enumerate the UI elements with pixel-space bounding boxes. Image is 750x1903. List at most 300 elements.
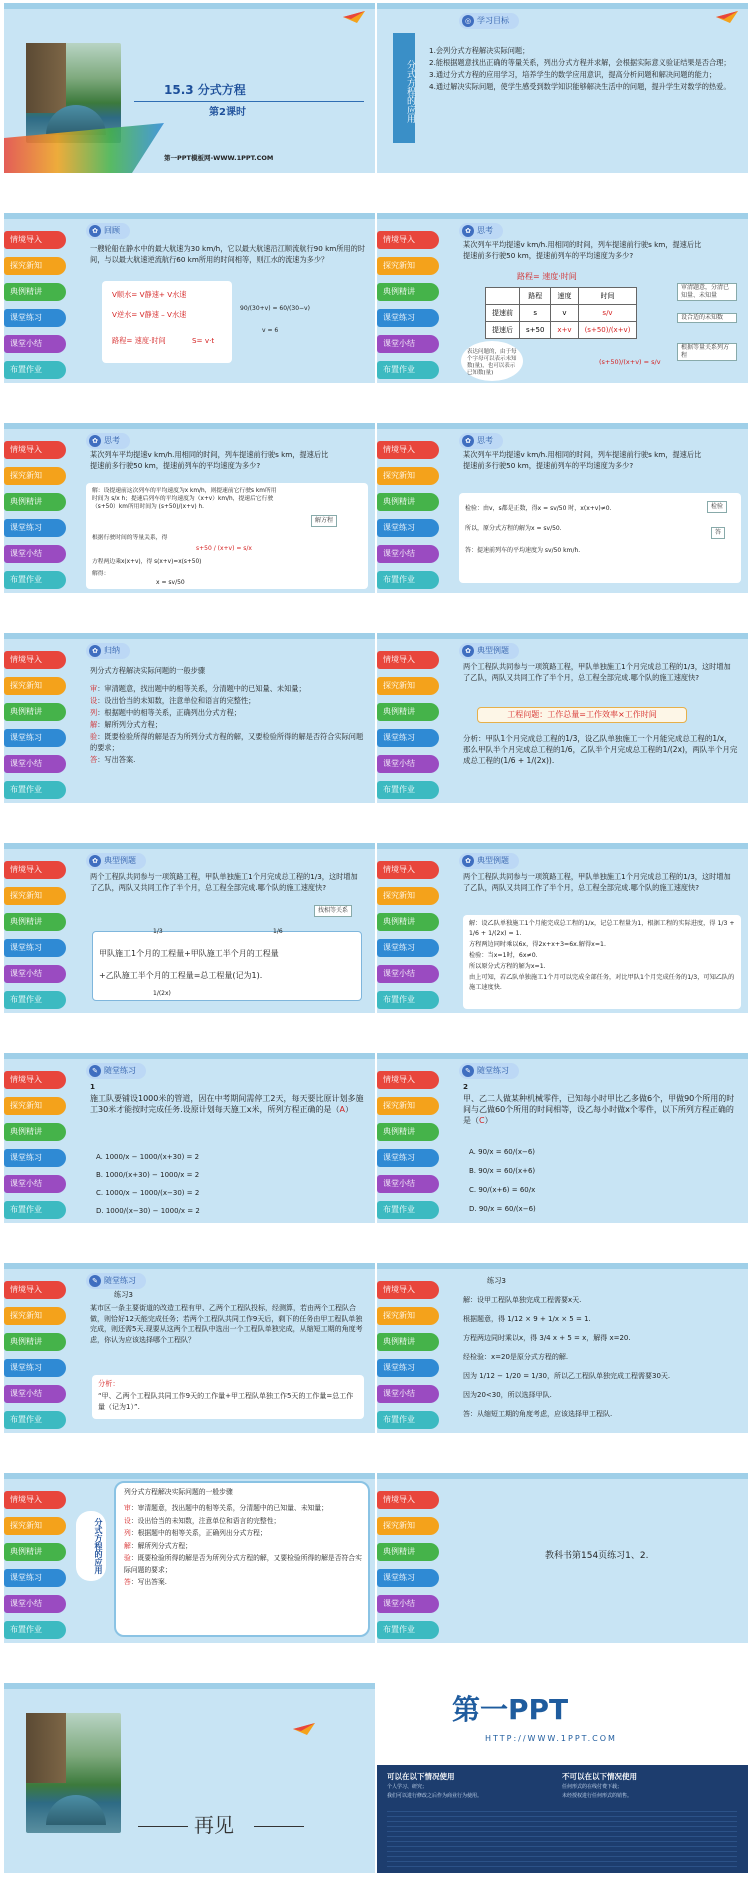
cannot-item: 任何形式的在线付费下载；	[562, 1784, 623, 1790]
step-key: 设	[90, 696, 98, 705]
nav-summary[interactable]	[4, 1175, 66, 1193]
exercise-number: 1	[90, 1082, 96, 1091]
heading-example	[86, 853, 146, 869]
slide-practice-1[interactable]	[4, 1053, 375, 1223]
goal-item: 1.会列分式方程解决实际问题；	[429, 46, 530, 55]
nav-homework[interactable]	[4, 571, 66, 589]
nav-label: 典例精讲	[10, 1337, 42, 1346]
slide-example-relation[interactable]	[4, 843, 375, 1013]
nav-practice[interactable]	[377, 1149, 439, 1167]
step-key: 答	[90, 755, 98, 764]
nav-explore[interactable]	[377, 467, 439, 485]
can-use-list	[387, 1783, 482, 1801]
nav-explore[interactable]	[377, 1307, 439, 1325]
nav-label: 课堂小结	[10, 1389, 42, 1398]
nav-summary[interactable]	[377, 755, 439, 773]
option-d[interactable]: D. 90/x = 60/(x−6)	[469, 1205, 536, 1213]
nav-label: 典例精讲	[10, 1127, 42, 1136]
slide-homework[interactable]	[377, 1473, 748, 1643]
exercise-number: 练习3	[487, 1276, 506, 1285]
can-item: 我们可以进行修改之后作为商业行为使用。	[387, 1793, 483, 1799]
slide-title[interactable]	[4, 3, 375, 173]
tag-solve: 解方程	[311, 515, 337, 527]
nav-examples[interactable]	[4, 703, 66, 721]
nav-explore[interactable]	[377, 1517, 439, 1535]
heading-conclude	[86, 643, 130, 659]
nav-practice[interactable]	[377, 729, 439, 747]
target-icon: ◎	[462, 15, 474, 27]
work-formula: 工程问题：工作总量=工作效率×工作时间	[477, 707, 687, 723]
nav-homework[interactable]	[4, 1621, 66, 1639]
table-cell: s+50	[520, 322, 551, 339]
answer: C	[479, 1116, 485, 1125]
solution-line: 方程两边同时乘以x，得 3/4 x + 5 = x，解得 x=20.	[463, 1334, 631, 1342]
table-cell: 提速后	[486, 322, 520, 339]
nav-practice[interactable]	[377, 1359, 439, 1377]
top-bar	[4, 1053, 375, 1059]
nav-summary[interactable]	[4, 965, 66, 983]
website-text: 第一PPT模板网-WWW.1PPT.COM	[164, 154, 274, 162]
slide-summary-steps[interactable]	[4, 633, 375, 803]
nav-intro[interactable]	[4, 1281, 66, 1299]
nav-practice[interactable]	[4, 939, 66, 957]
nav-explore[interactable]	[377, 257, 439, 275]
problem-text: 两个工程队共同参与一项筑路工程，甲队单独施工1个月完成总工程的1/3，这时增加了乙队，两队又共同工作了半个月，总工程全部完成.哪个队的施工速度快?	[463, 662, 731, 682]
top-bar	[4, 213, 375, 219]
lesson-title: 15.3 分式方程	[164, 83, 246, 97]
slide-example-analysis[interactable]	[377, 633, 748, 803]
nav-label: 情境导入	[10, 1075, 42, 1084]
heading-text: 典型例题	[477, 646, 509, 655]
nav-label: 布置作业	[383, 1415, 415, 1424]
nav-examples[interactable]	[4, 1333, 66, 1351]
nav-label: 典例精讲	[383, 1547, 415, 1556]
summary-steps	[124, 1503, 364, 1590]
note-bubble: 表达问题的，由于每个字母可以表示未知数(量)，也可以表示已知数(量)	[461, 341, 523, 381]
step-key: 设	[124, 1516, 131, 1525]
nav-summary[interactable]	[4, 335, 66, 353]
step-item: 设：设出恰当的未知数，注意单位和语言的完整性；	[90, 696, 256, 705]
nav-label: 典例精讲	[383, 287, 415, 296]
top-bar	[4, 423, 375, 429]
nav-label: 情境导入	[383, 865, 415, 874]
solution-line: 由上可知，若乙队单独施工1个月可以完成全部任务，对比甲队1个月完成任务的1/3，可知乙队的施工速度快.	[469, 974, 735, 991]
nav-practice[interactable]	[377, 519, 439, 537]
top-bar	[377, 213, 748, 219]
nav-examples[interactable]	[4, 283, 66, 301]
nav-label: 课堂小结	[10, 759, 42, 768]
nav-homework[interactable]	[377, 1411, 439, 1429]
gear-icon: ✿	[89, 645, 101, 657]
slide-think-solve[interactable]	[4, 423, 375, 593]
nav-homework[interactable]	[4, 361, 66, 379]
nav-examples[interactable]	[377, 1123, 439, 1141]
question: 甲、乙二人做某种机械零件，已知每小时甲比乙多做6个，甲做90个所用的时间与乙做60个所用的时间相等，设乙每小时做x个零件，以下所列方程正确的是（	[463, 1094, 735, 1125]
step-key: 验	[124, 1554, 131, 1562]
nav-examples[interactable]	[377, 913, 439, 931]
step-item: 审：审清题意，找出题中的相等关系，分清题中的已知量、未知量；	[124, 1504, 328, 1512]
nav-summary[interactable]	[4, 1595, 66, 1613]
tag-relation: 找相等关系	[314, 905, 352, 917]
exercise-text: 某市区一条主要街道的改造工程有甲、乙两个工程队投标，经测算，若由两个工程队合做，则恰好12天能完成任务；若两个工程队共同工作9天后，剩下的任务由甲工程队单独完成，则还需5天.现要从这两个工程队中选出一个工程队单独完成，从缩短工期的角度考虑，你认为应该选择哪个工程队？	[90, 1304, 363, 1344]
option-c[interactable]: C. 1000/x − 1000/(x−30) = 2	[96, 1189, 200, 1197]
solution-line: 经检验：x=20是原分式方程的解.	[463, 1353, 569, 1361]
step-desc: 写出答案.	[137, 1578, 167, 1586]
nav-summary[interactable]	[377, 1175, 439, 1193]
nav-summary[interactable]	[4, 755, 66, 773]
step-desc: 写出答案.	[104, 755, 136, 764]
solution-line: 因为 1/12 − 1/20 = 1/30，所以乙工程队单独完成工程需要30天.	[463, 1372, 671, 1380]
paper-plane-icon	[343, 11, 365, 23]
nav-label: 课堂练习	[10, 1573, 42, 1582]
summary-title: 列分式方程解决实际问题的一般步骤	[124, 1488, 233, 1496]
table-header	[486, 288, 520, 305]
nav-homework[interactable]	[377, 361, 439, 379]
solution-lines	[463, 1291, 738, 1424]
nav-label: 探究新知	[10, 261, 42, 270]
nav-intro[interactable]	[377, 861, 439, 879]
nav-label: 探究新知	[10, 471, 42, 480]
nav-intro[interactable]	[377, 441, 439, 459]
step-key: 验	[90, 732, 98, 741]
step-desc: 既要检验所得的解是否为所列分式方程的解，又要检验所得的解是否符合实际问题的要求；	[90, 732, 364, 752]
lesson-subtitle: 第2课时	[209, 107, 246, 118]
nav-intro[interactable]	[377, 651, 439, 669]
table-header: 速度	[551, 288, 578, 305]
nav-summary[interactable]	[4, 1385, 66, 1403]
nav-label: 典例精讲	[10, 707, 42, 716]
option-b[interactable]: B. 90/x = 60/(x+6)	[469, 1167, 536, 1175]
step-item: 答：写出答案.	[90, 755, 136, 764]
nav-intro[interactable]	[377, 1281, 439, 1299]
slide-practice-2[interactable]	[377, 1053, 748, 1223]
nav-label: 课堂小结	[383, 1179, 415, 1188]
nav-intro[interactable]	[4, 441, 66, 459]
equation: s+50 / (x+v) = s/x	[196, 545, 252, 552]
nav-practice[interactable]	[4, 1149, 66, 1167]
nav-label: 典例精讲	[10, 497, 42, 506]
nav-intro[interactable]	[377, 231, 439, 249]
nav-label: 布置作业	[10, 1415, 42, 1424]
nav-explore[interactable]	[377, 1097, 439, 1115]
option-d[interactable]: D. 1000/(x−30) − 1000/x = 2	[96, 1207, 200, 1215]
step-desc: 既要检验所得的解是否为所列分式方程的解，又要检验所得的解是否符合实际问题的要求；	[124, 1554, 362, 1574]
slide-think-check[interactable]	[377, 423, 748, 593]
slide-copyright[interactable]	[377, 1683, 748, 1873]
top-bar	[377, 423, 748, 429]
table-cell: s	[520, 305, 551, 322]
formula-upstream: V逆水= V静速 – V水速	[112, 310, 187, 319]
step-desc: 设出恰当的未知数，注意单位和语言的完整性；	[104, 696, 256, 705]
nav-label: 课堂小结	[10, 549, 42, 558]
formula-distance: 路程= 速度·时间	[112, 336, 166, 345]
option-a[interactable]: A. 90/x = 60/(x−6)	[469, 1148, 536, 1156]
solution-line: 检验：当x=1时，6x≠0.	[469, 952, 538, 959]
nav-intro[interactable]	[4, 1491, 66, 1509]
top-bar	[4, 3, 375, 9]
slide-practice-3-solution[interactable]	[377, 1263, 748, 1433]
step-item: 验：既要检验所得的解是否为所列分式方程的解，又要检验所得的解是否符合实际问题的要求；	[90, 732, 364, 752]
nav-summary[interactable]	[377, 1385, 439, 1403]
nav-homework[interactable]	[377, 1201, 439, 1219]
top-bar	[377, 1263, 748, 1269]
nav-intro[interactable]	[377, 1071, 439, 1089]
logo-area	[377, 1683, 748, 1765]
speed-table	[485, 287, 637, 339]
nav-explore[interactable]	[4, 887, 66, 905]
step-item: 答：写出答案.	[124, 1578, 167, 1586]
nav-label: 探究新知	[383, 261, 415, 270]
nav-explore[interactable]	[4, 1517, 66, 1535]
nav-explore[interactable]	[4, 677, 66, 695]
nav-explore[interactable]	[377, 887, 439, 905]
nav-label: 情境导入	[383, 655, 415, 664]
summary-side-label: 分式方程的应用	[76, 1511, 106, 1581]
step-desc: 根据题中的相等关系，正确列出分式方程；	[104, 708, 241, 717]
nav-label: 探究新知	[383, 681, 415, 690]
landscape-photo	[26, 43, 121, 143]
nav-homework[interactable]	[377, 991, 439, 1009]
step-key: 答	[124, 1578, 131, 1586]
nav-homework[interactable]	[4, 1411, 66, 1429]
heading-text: 回顾	[104, 226, 120, 235]
solution-text-3: 方程两边乘x(x+v)，得 s(x+v)=x(s+50)	[92, 559, 202, 565]
nav-label: 情境导入	[383, 1075, 415, 1084]
nav-examples[interactable]	[4, 1543, 66, 1561]
slide-goals[interactable]	[377, 3, 748, 173]
pencil-icon: ✎	[462, 1065, 474, 1077]
nav-examples[interactable]	[4, 493, 66, 511]
can-item: 个人学习、研究；	[387, 1784, 428, 1790]
license-area	[377, 1765, 748, 1873]
gear-icon: ✿	[462, 645, 474, 657]
step-key: 审	[124, 1504, 131, 1512]
slide-goodbye[interactable]	[4, 1683, 375, 1873]
nav-intro[interactable]	[377, 1491, 439, 1509]
nav-label: 课堂练习	[10, 313, 42, 322]
gear-icon: ✿	[89, 225, 101, 237]
nav-label: 典例精讲	[383, 1337, 415, 1346]
nav-intro[interactable]	[4, 861, 66, 879]
option-c[interactable]: C. 90/(x+6) = 60/x	[469, 1186, 536, 1194]
slide-think-table[interactable]	[377, 213, 748, 383]
nav-label: 情境导入	[10, 445, 42, 454]
paper-plane-icon	[293, 1723, 315, 1735]
nav-label: 课堂练习	[10, 1153, 42, 1162]
step-desc: 审清题意，找出题中的相等关系，分清题中的已知量、未知量；	[137, 1504, 328, 1512]
steps-list	[90, 683, 370, 766]
table-cell: 提速前	[486, 305, 520, 322]
options	[96, 1149, 200, 1221]
cannot-use-list	[562, 1783, 632, 1801]
nav-practice[interactable]	[4, 1569, 66, 1587]
nav-practice[interactable]	[377, 309, 439, 327]
gear-icon: ✿	[89, 435, 101, 447]
landscape-photo	[26, 1713, 121, 1833]
nav-explore[interactable]	[4, 467, 66, 485]
step-item: 验：既要检验所得的解是否为所列分式方程的解，又要检验所得的解是否符合实际问题的要求；	[124, 1554, 362, 1574]
nav-homework[interactable]	[4, 1201, 66, 1219]
nav-practice[interactable]	[377, 939, 439, 957]
tag-understand: 审清题意，分清已知量、未知量	[677, 283, 737, 301]
nav-explore[interactable]	[377, 677, 439, 695]
nav-label: 课堂练习	[383, 313, 415, 322]
nav-practice[interactable]	[4, 729, 66, 747]
nav-homework[interactable]	[377, 571, 439, 589]
relation-line-1: 甲队施工1个月的工程量+甲队施工半个月的工程量	[99, 949, 279, 958]
gear-icon: ✿	[89, 855, 101, 867]
nav-examples[interactable]	[377, 703, 439, 721]
step-item: 解：解所列分式方程；	[124, 1541, 192, 1550]
nav-explore[interactable]	[4, 1307, 66, 1325]
check-text: 检验：由v，s都是正数，得x = sv/50 时，x(x+v)≠0.	[465, 505, 612, 512]
relation-box	[92, 928, 362, 1001]
summary-box	[114, 1481, 370, 1637]
heading-text: 随堂练习	[477, 1066, 509, 1075]
nav-examples[interactable]	[377, 283, 439, 301]
solution-line: 因为20<30，所以选择甲队.	[463, 1391, 552, 1399]
nav-summary[interactable]	[4, 545, 66, 563]
step-key: 解	[124, 1541, 131, 1550]
heading-text: 学习目标	[477, 16, 509, 25]
nav-intro[interactable]	[4, 651, 66, 669]
nav-label: 典例精讲	[383, 707, 415, 716]
nav-summary[interactable]	[377, 335, 439, 353]
cannot-use-title: 不可以在以下情况使用	[562, 1772, 637, 1781]
nav-examples[interactable]	[377, 1333, 439, 1351]
relation-line-2: +乙队施工半个月的工程量=总工程量(记为1).	[99, 971, 263, 980]
nav-practice[interactable]	[4, 309, 66, 327]
option-b[interactable]: B. 1000/(x+30) − 1000/x = 2	[96, 1171, 200, 1179]
nav-homework[interactable]	[377, 1621, 439, 1639]
nav-label: 布置作业	[383, 575, 415, 584]
nav-label: 课堂练习	[383, 1363, 415, 1372]
slide-review[interactable]	[4, 213, 375, 383]
nav-examples[interactable]	[377, 1543, 439, 1561]
nav-label: 布置作业	[10, 575, 42, 584]
problem-text: 某次列车平均提速v km/h.用相同的时间，列车提速前行驶s km，提速后比提速前多行驶50 km，提速前列车的平均速度为多少?	[463, 240, 702, 260]
nav-label: 布置作业	[10, 1205, 42, 1214]
heading-text: 思考	[477, 226, 493, 235]
slide-class-summary[interactable]	[4, 1473, 375, 1643]
analysis-box	[92, 1375, 364, 1419]
nav-homework[interactable]	[4, 781, 66, 799]
problem-text: 两个工程队共同参与一项筑路工程，甲队单独施工1个月完成总工程的1/3，这时增加了乙队，两队又共同工作了半个月，总工程全部完成.哪个队的施工速度快?	[463, 872, 731, 892]
nav-examples[interactable]	[377, 493, 439, 511]
heading-practice	[459, 1063, 519, 1079]
nav-label: 情境导入	[383, 1285, 415, 1294]
nav-practice[interactable]	[377, 1569, 439, 1587]
slide-practice-3[interactable]	[4, 1263, 375, 1433]
option-a[interactable]: A. 1000/x − 1000/(x+30) = 2	[96, 1153, 200, 1161]
nav-homework[interactable]	[4, 991, 66, 1009]
formula-box	[102, 281, 232, 363]
problem-text: 两个工程队共同参与一项筑路工程，甲队单独施工1个月完成总工程的1/3，这时增加了乙队，两队又共同工作了半个月，总工程全部完成.哪个队的施工速度快?	[90, 872, 358, 892]
equation: 90/(30+v) = 60/(30−v)	[240, 305, 310, 312]
divider-right	[254, 1826, 304, 1827]
table-header: 路程	[520, 288, 551, 305]
fraction-b: 1/6	[273, 928, 283, 935]
link-list-area	[387, 1807, 737, 1867]
nav-label: 课堂练习	[10, 733, 42, 742]
nav-label: 课堂练习	[10, 523, 42, 532]
answer-formula: x = sv/50	[156, 579, 185, 586]
problem-text: 一艘轮船在静水中的最大航速为30 km/h，它以最大航速沿江顺流航行90 km所用的时间，与以最大航速逆流航行60 km所用的时间相等，则江水的流速为多少？	[90, 244, 365, 264]
nav-label: 典例精讲	[383, 1127, 415, 1136]
nav-label: 探究新知	[10, 681, 42, 690]
heading-text: 随堂练习	[104, 1066, 136, 1075]
nav-label: 课堂练习	[10, 943, 42, 952]
top-bar	[377, 3, 748, 9]
goal-item: 2.能根据题意找出正确的等量关系，列出分式方程并求解，会根据实际意义验证结果是否合理；	[429, 58, 731, 67]
goal-item: 3.通过分式方程的应用学习，培养学生的数学应用意识，提高分析问题和解决问题的能力；	[429, 70, 717, 79]
table-header: 时间	[578, 288, 637, 305]
solution-box	[86, 483, 368, 589]
top-bar	[377, 1473, 748, 1479]
nav-label: 布置作业	[383, 995, 415, 1004]
nav-label: 典例精讲	[10, 1547, 42, 1556]
nav-intro[interactable]	[4, 1071, 66, 1089]
analysis-label: 分析：	[98, 1379, 120, 1388]
nav-label: 课堂小结	[383, 969, 415, 978]
pencil-icon: ✎	[89, 1065, 101, 1077]
table-cell: v	[551, 305, 578, 322]
top-bar	[4, 1263, 375, 1269]
title-divider	[134, 101, 364, 102]
nav-label: 课堂小结	[383, 549, 415, 558]
nav-explore[interactable]	[4, 1097, 66, 1115]
heading-review	[86, 223, 130, 239]
nav-summary[interactable]	[377, 1595, 439, 1613]
heading-example	[459, 643, 519, 659]
formula-downstream: V顺水= V静速+ V水速	[112, 290, 187, 299]
exercise-text: 施工队要铺设1000米的管道，因在中考期间需停工2天，每天要比原计划多施工30米才能按时完成任务.设原计划每天施工x米，所列方程正确的是（A）	[90, 1094, 364, 1114]
tag-check: 检验	[707, 501, 727, 513]
step-desc: 设出恰当的未知数，注意单位和语言的完整性；	[137, 1516, 281, 1525]
heading-text: 思考	[104, 436, 120, 445]
heading-text: 典型例题	[477, 856, 509, 865]
equation: (s+50)/(x+v) = s/v	[599, 358, 661, 366]
top-bar	[4, 1683, 375, 1689]
homework-text: 教科书第154页练习1、2.	[545, 1551, 649, 1561]
top-bar	[377, 1053, 748, 1059]
nav-practice[interactable]	[4, 519, 66, 537]
nav-explore[interactable]	[4, 257, 66, 275]
nav-label: 布置作业	[383, 785, 415, 794]
step-desc: 根据题中的相等关系，正确列出分式方程；	[137, 1529, 267, 1537]
nav-label: 课堂练习	[383, 943, 415, 952]
nav-practice[interactable]	[4, 1359, 66, 1377]
solution-line: 答：从缩短工期的角度考虑，应该选择甲工程队.	[463, 1410, 613, 1418]
cannot-item: 未经授权进行任何形式的销售。	[562, 1793, 633, 1799]
exercise-text: 甲、乙二人做某种机械零件，已知每小时甲比乙多做6个，甲做90个所用的时间与乙做60个所用的时间相等，设乙每小时做x个零件，以下所列方程正确的是（C）	[463, 1094, 735, 1125]
analysis-text: 分析：甲队1个月完成总工程的1/3，设乙队单独施工一个月能完成总工程的1/x，那么甲队半个月完成总工程的1/6，乙队半个月完成总工程的1/(2x)，两队半个月完成总工程的(1/6 + 1/(2x)).	[463, 734, 738, 765]
solution-text-2: 根据行驶时间的等量关系，得	[92, 535, 168, 541]
nav-examples[interactable]	[4, 1123, 66, 1141]
solution-line: 所以原分式方程的解为x=1.	[469, 963, 546, 970]
nav-examples[interactable]	[4, 913, 66, 931]
slide-example-solution[interactable]	[377, 843, 748, 1013]
nav-intro[interactable]	[4, 231, 66, 249]
nav-summary[interactable]	[377, 545, 439, 563]
nav-summary[interactable]	[377, 965, 439, 983]
nav-label: 课堂小结	[383, 1389, 415, 1398]
nav-label: 情境导入	[383, 235, 415, 244]
formula-svt: S= v·t	[192, 336, 215, 345]
top-bar	[4, 843, 375, 849]
nav-homework[interactable]	[377, 781, 439, 799]
nav-label: 典例精讲	[10, 917, 42, 926]
